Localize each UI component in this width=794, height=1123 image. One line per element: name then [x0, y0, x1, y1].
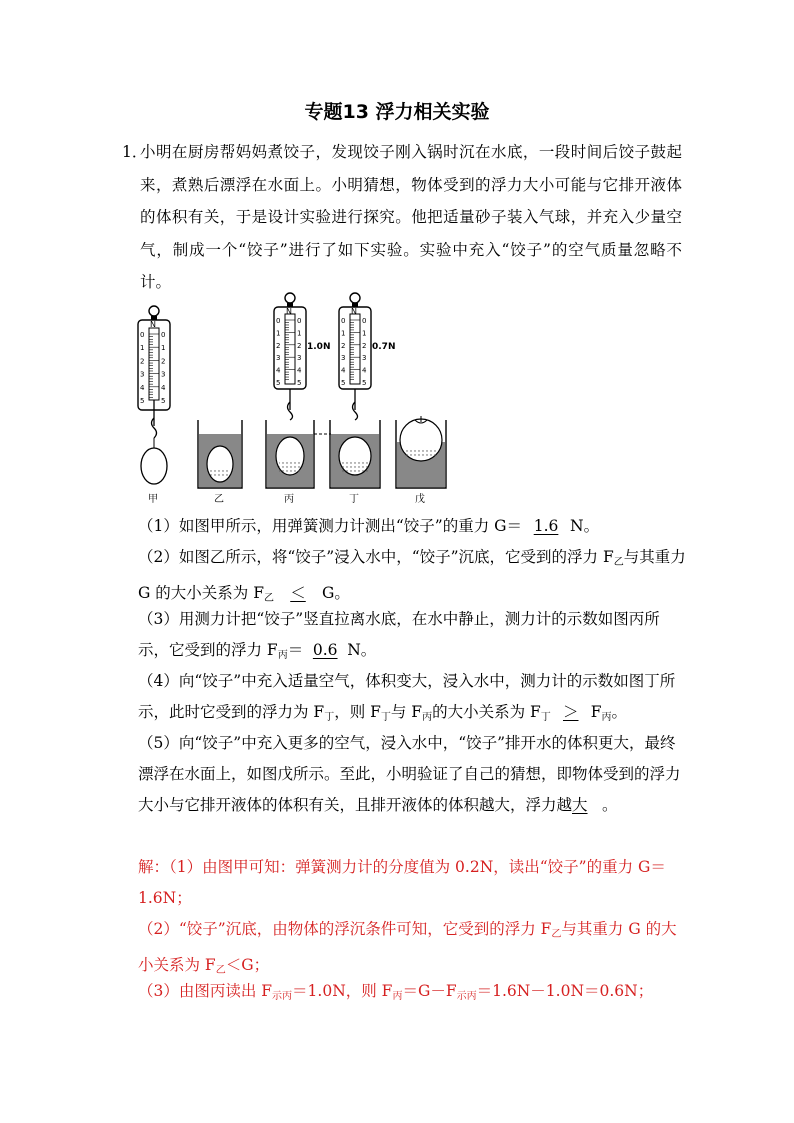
- part-4-sub-4: 丁: [540, 712, 551, 723]
- scale-tick-label: 2: [362, 341, 367, 350]
- scale-tick-label: 4: [161, 383, 166, 392]
- part-3-answer: 0.6: [312, 641, 338, 659]
- part-4-sub-5: 丙: [601, 712, 612, 723]
- scale-tick-label: 5: [140, 397, 145, 405]
- solution-3-text-b: ＝1.0N，则 F: [292, 982, 393, 1000]
- solution-3-text-a: （3）由图丙读出 F: [138, 982, 273, 1000]
- part-3-text-a: （3）用测力计把“饺子”竖直拉离水底，在水中静止，测力计的示数如图丙所示，它受到的浮力 F: [138, 610, 660, 659]
- label-jia: 甲: [148, 494, 158, 505]
- part-5: [138, 728, 686, 821]
- part-1-answer: 1.6: [533, 517, 559, 535]
- solution-1-text: 解：（1）由图甲可知：弹簧测力计的分度值为 0.2N，读出“饺子”的重力 G＝1.6N；: [138, 858, 666, 907]
- solution-2-text-a: （2）“饺子”沉底，由物体的浮沉条件可知，它受到的浮力 F: [138, 920, 552, 938]
- part-4-text-d: 的大小关系为 F: [432, 703, 541, 721]
- part-4-answer: ＞: [562, 703, 579, 721]
- question-text: 小明在厨房帮妈妈煮饺子，发现饺子刚入锅时沉在水底，一段时间后饺子鼓起来，煮熟后漂浮在水面上。小明猜想，物体受到的浮力大小可能与它排开液体的体积有关，于是设计实验进行探究。他把适量砂子装入气球，并充入少量空气，制成一个“饺子”进行了如下实验。实验中充入“饺子”的空气质量忽略不计。: [140, 143, 682, 291]
- scale-unit-label: N: [150, 320, 156, 329]
- scale-tick-label: 4: [297, 366, 302, 375]
- scale-tick-label: 0: [161, 331, 166, 339]
- part-2-sub-2: 乙: [264, 593, 274, 604]
- solution-3-text-d: ＝1.6N－1.0N＝0.6N；: [476, 982, 654, 1000]
- spring-scale-ding: [339, 293, 395, 420]
- part-1-unit: N。: [570, 517, 600, 535]
- part-4-sub-1: 丁: [324, 712, 335, 723]
- experiment-figure: [130, 290, 460, 508]
- beaker-wu: [396, 416, 446, 488]
- label-bing: 丙: [284, 494, 294, 505]
- question-number: 1．: [122, 143, 148, 161]
- part-2-sub-1: 乙: [613, 557, 624, 568]
- scale-tick-label: 5: [276, 379, 281, 387]
- solution-2-sub-1: 乙: [551, 929, 562, 940]
- scale-tick-label: 3: [297, 354, 302, 363]
- part-3-unit: N。: [347, 641, 377, 659]
- scale-tick-label: 2: [276, 341, 281, 350]
- part-5-end: 。: [602, 796, 618, 814]
- part-2-answer: ＜: [290, 584, 306, 602]
- scale-tick-label: 3: [362, 354, 367, 363]
- part-4-text-e: F: [590, 703, 602, 721]
- scale-tick-label: 4: [276, 366, 281, 375]
- scale-tick-label: 3: [276, 354, 281, 363]
- scale-tick-label: 1: [297, 329, 302, 338]
- spring-scale-jia: [138, 306, 170, 484]
- scale-tick-label: 0: [297, 317, 302, 325]
- part-2-text-c: G。: [322, 584, 350, 602]
- scale-tick-label: 3: [161, 370, 166, 379]
- scale-tick-label: 1: [140, 344, 145, 353]
- label-wu: 戊: [415, 494, 425, 505]
- part-5-text: （5）向“饺子”中充入更多的空气，浸入水中，“饺子”排开水的体积更大，最终漂浮在水面上，如图戊所示。至此，小明验证了自己的猜想，即物体受到的浮力大小与它排开液体的体积有关，且排开液体的体积越大，浮力越: [138, 734, 681, 814]
- beaker-bing: [266, 420, 330, 488]
- part-5-answer: 大: [572, 796, 588, 814]
- solution-3-sub-3: 示丙: [456, 991, 477, 1002]
- solution-2-sub-2: 乙: [215, 965, 226, 976]
- page-title: 专题13 浮力相关实验: [304, 101, 490, 123]
- part-4-sub-2: 丁: [380, 712, 391, 723]
- part-1-text: （1）如图甲所示，用弹簧测力计测出“饺子”的重力 G＝: [138, 517, 523, 535]
- scale-tick-label: 3: [140, 370, 145, 379]
- scale-tick-label: 4: [362, 366, 367, 375]
- part-2-text-a: （2）如图乙所示，将“饺子”浸入水中，“饺子”沉底，它受到的浮力 F: [138, 548, 614, 566]
- reading-ding: 0.7N: [372, 342, 396, 352]
- part-2-text-b: 与其重力 G 的大小关系为 F: [138, 548, 686, 602]
- scale-tick-label: 1: [161, 344, 166, 353]
- figure-labels: [148, 492, 425, 505]
- scale-unit-label: N: [286, 307, 292, 316]
- label-yi: 乙: [214, 494, 224, 505]
- scale-tick-label: 3: [341, 354, 346, 363]
- scale-tick-label: 2: [297, 341, 302, 350]
- scale-tick-label: 5: [341, 379, 346, 387]
- scale-tick-label: 5: [297, 379, 302, 387]
- part-1: [138, 511, 686, 542]
- part-3-text-b: ＝: [287, 641, 304, 659]
- scale-tick-label: 4: [341, 366, 346, 375]
- solution-3: [138, 976, 686, 1012]
- scale-tick-label: 5: [161, 397, 166, 405]
- solution-3-sub-1: 示丙: [272, 991, 293, 1002]
- spring-scale-bing: [274, 293, 330, 420]
- scale-tick-label: 0: [140, 331, 145, 339]
- part-4-text-a: （4）向“饺子”中充入适量空气，体积变大，浸入水中，测力计的示数如图丁所示，此时它受到的浮力为 F: [138, 672, 676, 721]
- part-3-sub: 丙: [277, 650, 288, 661]
- reading-bing: 1.0N: [307, 342, 331, 352]
- part-4-text-f: 。: [611, 703, 628, 721]
- scale-unit-label: N: [351, 307, 357, 316]
- label-ding: 丁: [349, 494, 359, 505]
- solution-2-text-b: 与其重力 G 的大小关系为 F: [138, 920, 677, 974]
- beaker-ding: [330, 420, 380, 488]
- scale-tick-label: 0: [276, 317, 281, 325]
- part-3: [138, 604, 686, 671]
- solution-1: [138, 852, 686, 914]
- solution-2-text-c: ＜G；: [225, 956, 270, 974]
- part-4-text-c: 与 F: [390, 703, 423, 721]
- scale-tick-label: 0: [362, 317, 367, 325]
- scale-tick-label: 2: [140, 357, 145, 366]
- scale-tick-label: 1: [341, 329, 346, 338]
- scale-tick-label: 2: [161, 357, 166, 366]
- scale-tick-label: 4: [140, 383, 145, 392]
- beaker-yi: [198, 420, 242, 488]
- part-4: [138, 666, 686, 733]
- scale-tick-label: 0: [341, 317, 346, 325]
- scale-tick-label: 5: [362, 379, 367, 387]
- scale-tick-label: 2: [341, 341, 346, 350]
- scale-tick-label: 1: [276, 329, 281, 338]
- solution-3-text-c: ＝G－F: [402, 982, 457, 1000]
- part-4-text-b: ，则 F: [334, 703, 381, 721]
- part-4-sub-3: 丙: [422, 712, 433, 723]
- question-1: [122, 136, 682, 299]
- solution-3-sub-2: 丙: [392, 991, 403, 1002]
- scale-tick-label: 1: [362, 329, 367, 338]
